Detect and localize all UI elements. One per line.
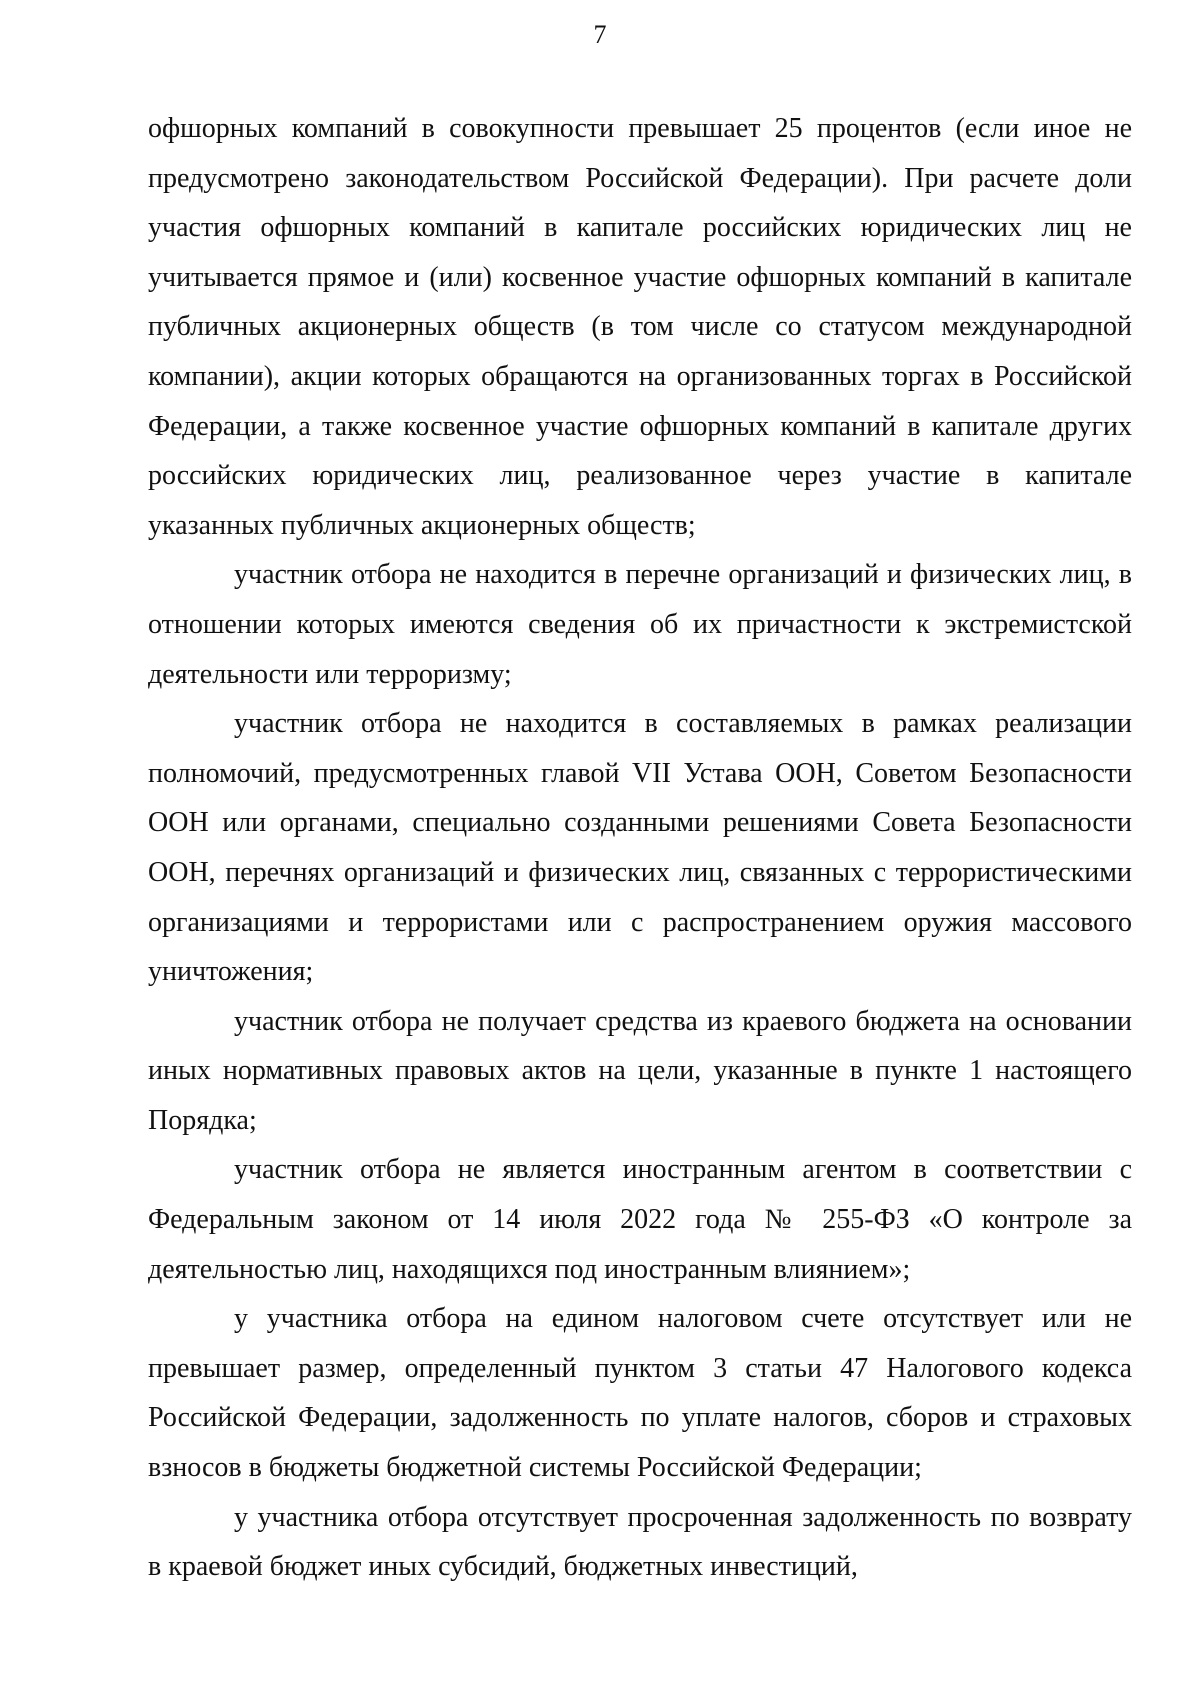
document-body: [148, 104, 1132, 1592]
page-number: 7: [593, 20, 607, 49]
paragraph-extremism-list: участник отбора не находится в перечне организаций и физических лиц, в отношении которых имеются сведения об их причастности к экстремистской деятельности или терроризму;: [148, 559, 1132, 690]
paragraph-un-security-council-list: участник отбора не находится в составляемых в рамках реализации полномочий, предусмотренных главой VII Устава ООН, Советом Безопасности ООН или органами, специально созданными решениями Совета Безопасности ООН, перечнях организаций и физических лиц, связанных с террористическими организациями и террористами или с распространением оружия массового уничтожения;: [148, 708, 1132, 988]
paragraph-overdue-debt: у участника отбора отсутствует просроченная задолженность по возврату в краевой бюджет иных субсидий, бюджетных инвестиций,: [148, 1501, 1132, 1583]
paragraph-tax-debt: у участника отбора на едином налоговом счете отсутствует или не превышает размер, определенный пунктом 3 статьи 47 Налогового кодекса Российской Федерации, задолженность по уплате налогов, сборов и страховых взносов в бюджеты бюджетной системы Российской Федерации;: [148, 1303, 1132, 1484]
paragraph-foreign-agent: участник отбора не является иностранным агентом в соответствии с Федеральным законом от 14 июля 2022 года № 255-ФЗ «О контроле за деятельностью лиц, находящихся под иностранным влиянием»;: [148, 1154, 1132, 1285]
paragraph-offshore-participation: офшорных компаний в совокупности превышает 25 процентов (если иное не предусмотрено законодательством Российской Федерации). При расчете доли участия офшорных компаний в капитале российских юридических лиц не учитывается прямое и (или) косвенное участие офшорных компаний в капитале публичных акционерных обществ (в том числе со статусом международной компании), акции которых обращаются на организованных торгах в Российской Федерации, а также косвенное участие офшорных компаний в капитале других российских юридических лиц, реализованное через участие в капитале указанных публичных акционерных обществ;: [148, 113, 1132, 541]
paragraph-regional-budget-funds: участник отбора не получает средства из краевого бюджета на основании иных нормативных правовых актов на цели, указанные в пункте 1 настоящего Порядка;: [148, 1005, 1132, 1136]
